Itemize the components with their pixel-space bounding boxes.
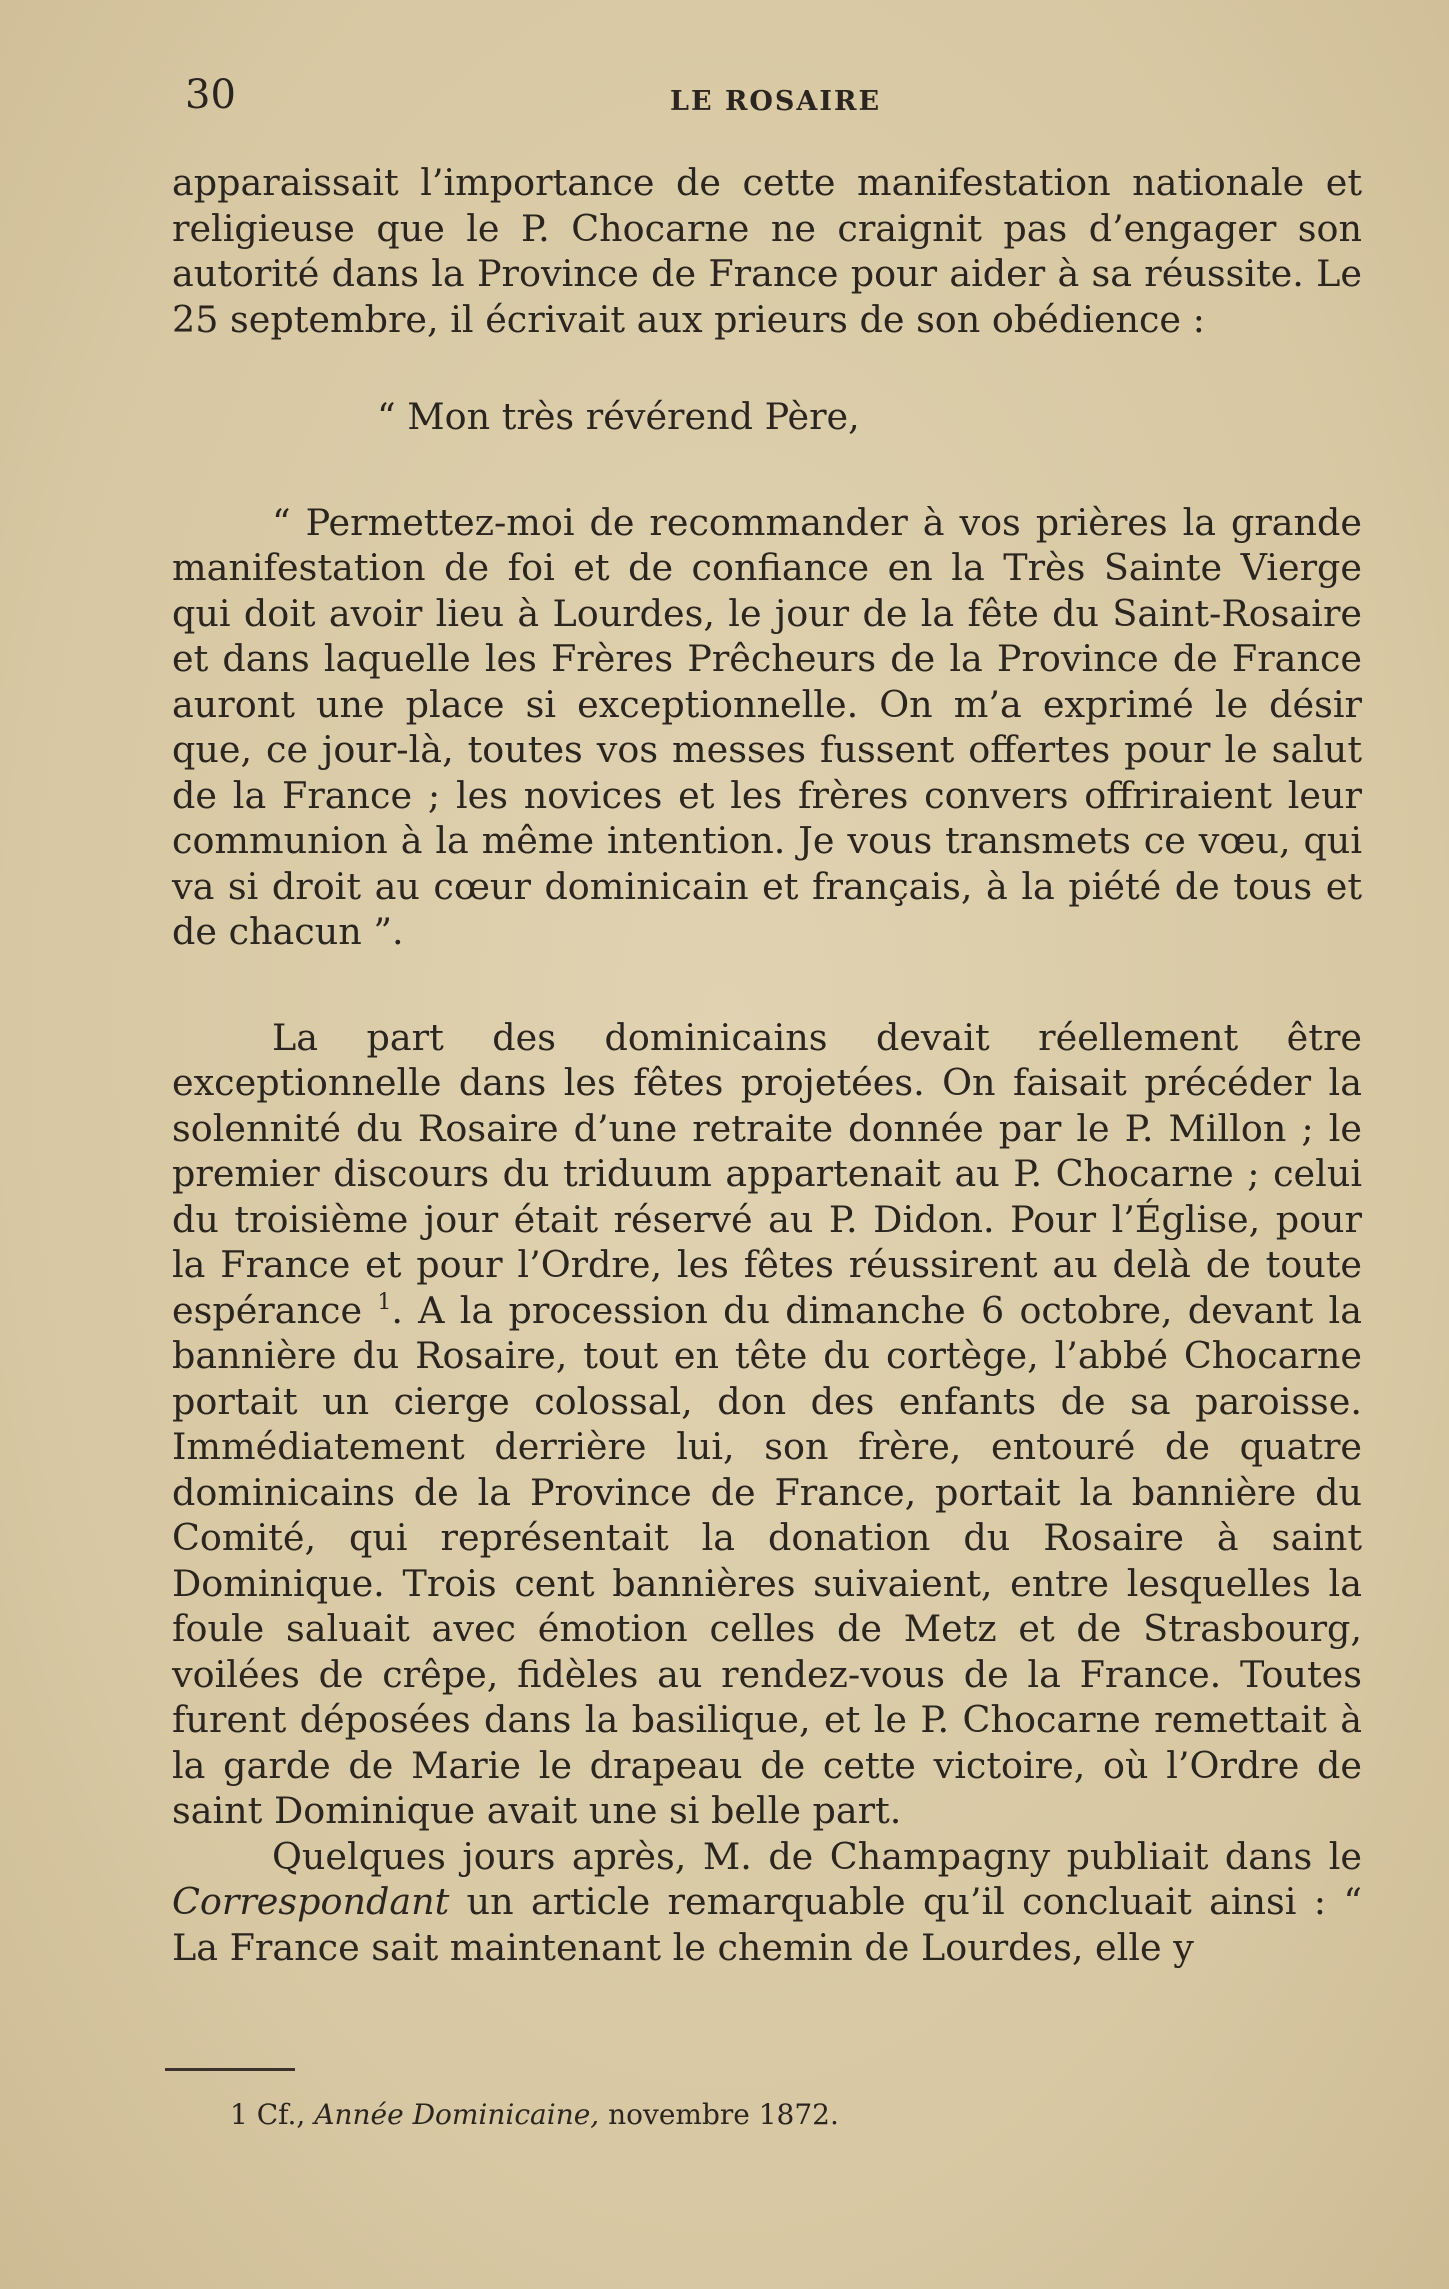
footnote-number: 1 [230,2098,248,2131]
footnote-source: Année Dominicaine, [314,2098,600,2131]
footnote-reference: 1 [377,1289,392,1315]
paragraph-procession-text-1: La part des dominicains devait réellement être exceptionnelle dans les fêtes projetées. On faisait précéder la solennité du Rosaire d’une retraite donnée par le P. Millon ; le premier discours du triduum appartenait au P. Chocarne ; celui du troisième jour était réservé au P. Didon. Pour l’Église, pour la France et pour l’Ordre, les fêtes réussirent au delà de toute espérance [172,1015,1362,1332]
footnote-prefix: Cf., [256,2098,306,2131]
running-title: LE ROSAIRE [670,86,882,117]
footnote-suffix: novembre 1872. [608,2098,839,2131]
page-number: 30 [185,72,236,118]
journal-title: Correspondant [172,1880,450,1923]
paragraph-correspondant [172,1834,1362,1971]
letter-body: “ Permettez-moi de recommander à vos prières la grande manifestation de foi et de confiance en la Très Sainte Vierge qui doit avoir lieu à Lourdes, le jour de la fête du Saint-Rosaire et dans laquelle les Frères Prêcheurs de la Province de France auront une place si exceptionnelle. On m’a exprimé le désir que, ce jour-là, toutes vos messes fussent offertes pour le salut de la France ; les novices et les frères convers offriraient leur communion à la même intention. Je vous transmets ce vœu, qui va si droit au cœur dominicain et français, à la piété de tous et de chacun ”. [172,500,1362,953]
footnote-rule [165,2068,295,2071]
paragraph-procession [172,1015,1362,1834]
footnote [230,2098,839,2131]
paragraph-intro: apparaissait l’importance de cette manifestation nationale et religieuse que le P. Chocarne ne craignit pas d’engager son autorité dans la Province de France pour aider à sa réussite. Le 25 septembre, il écrivait aux prieurs de son obédience : [172,161,1362,341]
page-body [172,160,1362,1970]
paragraph-procession-text-2: . A la procession du dimanche 6 octobre, devant la bannière du Rosaire, tout en tête du cortège, l’abbé Chocarne portait un cierge colossal, don des enfants de sa paroisse. Immédiatement derrière lui, son frère, entouré de quatre dominicains de la Province de France, portait la bannière du Comité, qui représentait la donation du Rosaire à saint Dominique. Trois cent bannières suivaient, entre lesquelles la foule saluait avec émotion celles de Metz et de Strasbourg, voilées de crêpe, fidèles au rendez-vous de la France. Toutes furent déposées dans la basilique, et le P. Chocarne remettait à la garde de Marie le drapeau de cette victoire, où l’Ordre de saint Dominique avait une si belle part. [172,1288,1362,1832]
page-header [185,72,1365,132]
paragraph-correspondant-text-1: Quelques jours après, M. de Champagny publiait dans le [272,1834,1362,1878]
paragraph-correspondant-text-2: un article remarquable qu’il concluait ainsi : “ La France sait maintenant le chemin de Lourdes, elle y [172,1880,1363,1969]
letter-salutation: “ Mon très révérend Père, [377,395,860,438]
